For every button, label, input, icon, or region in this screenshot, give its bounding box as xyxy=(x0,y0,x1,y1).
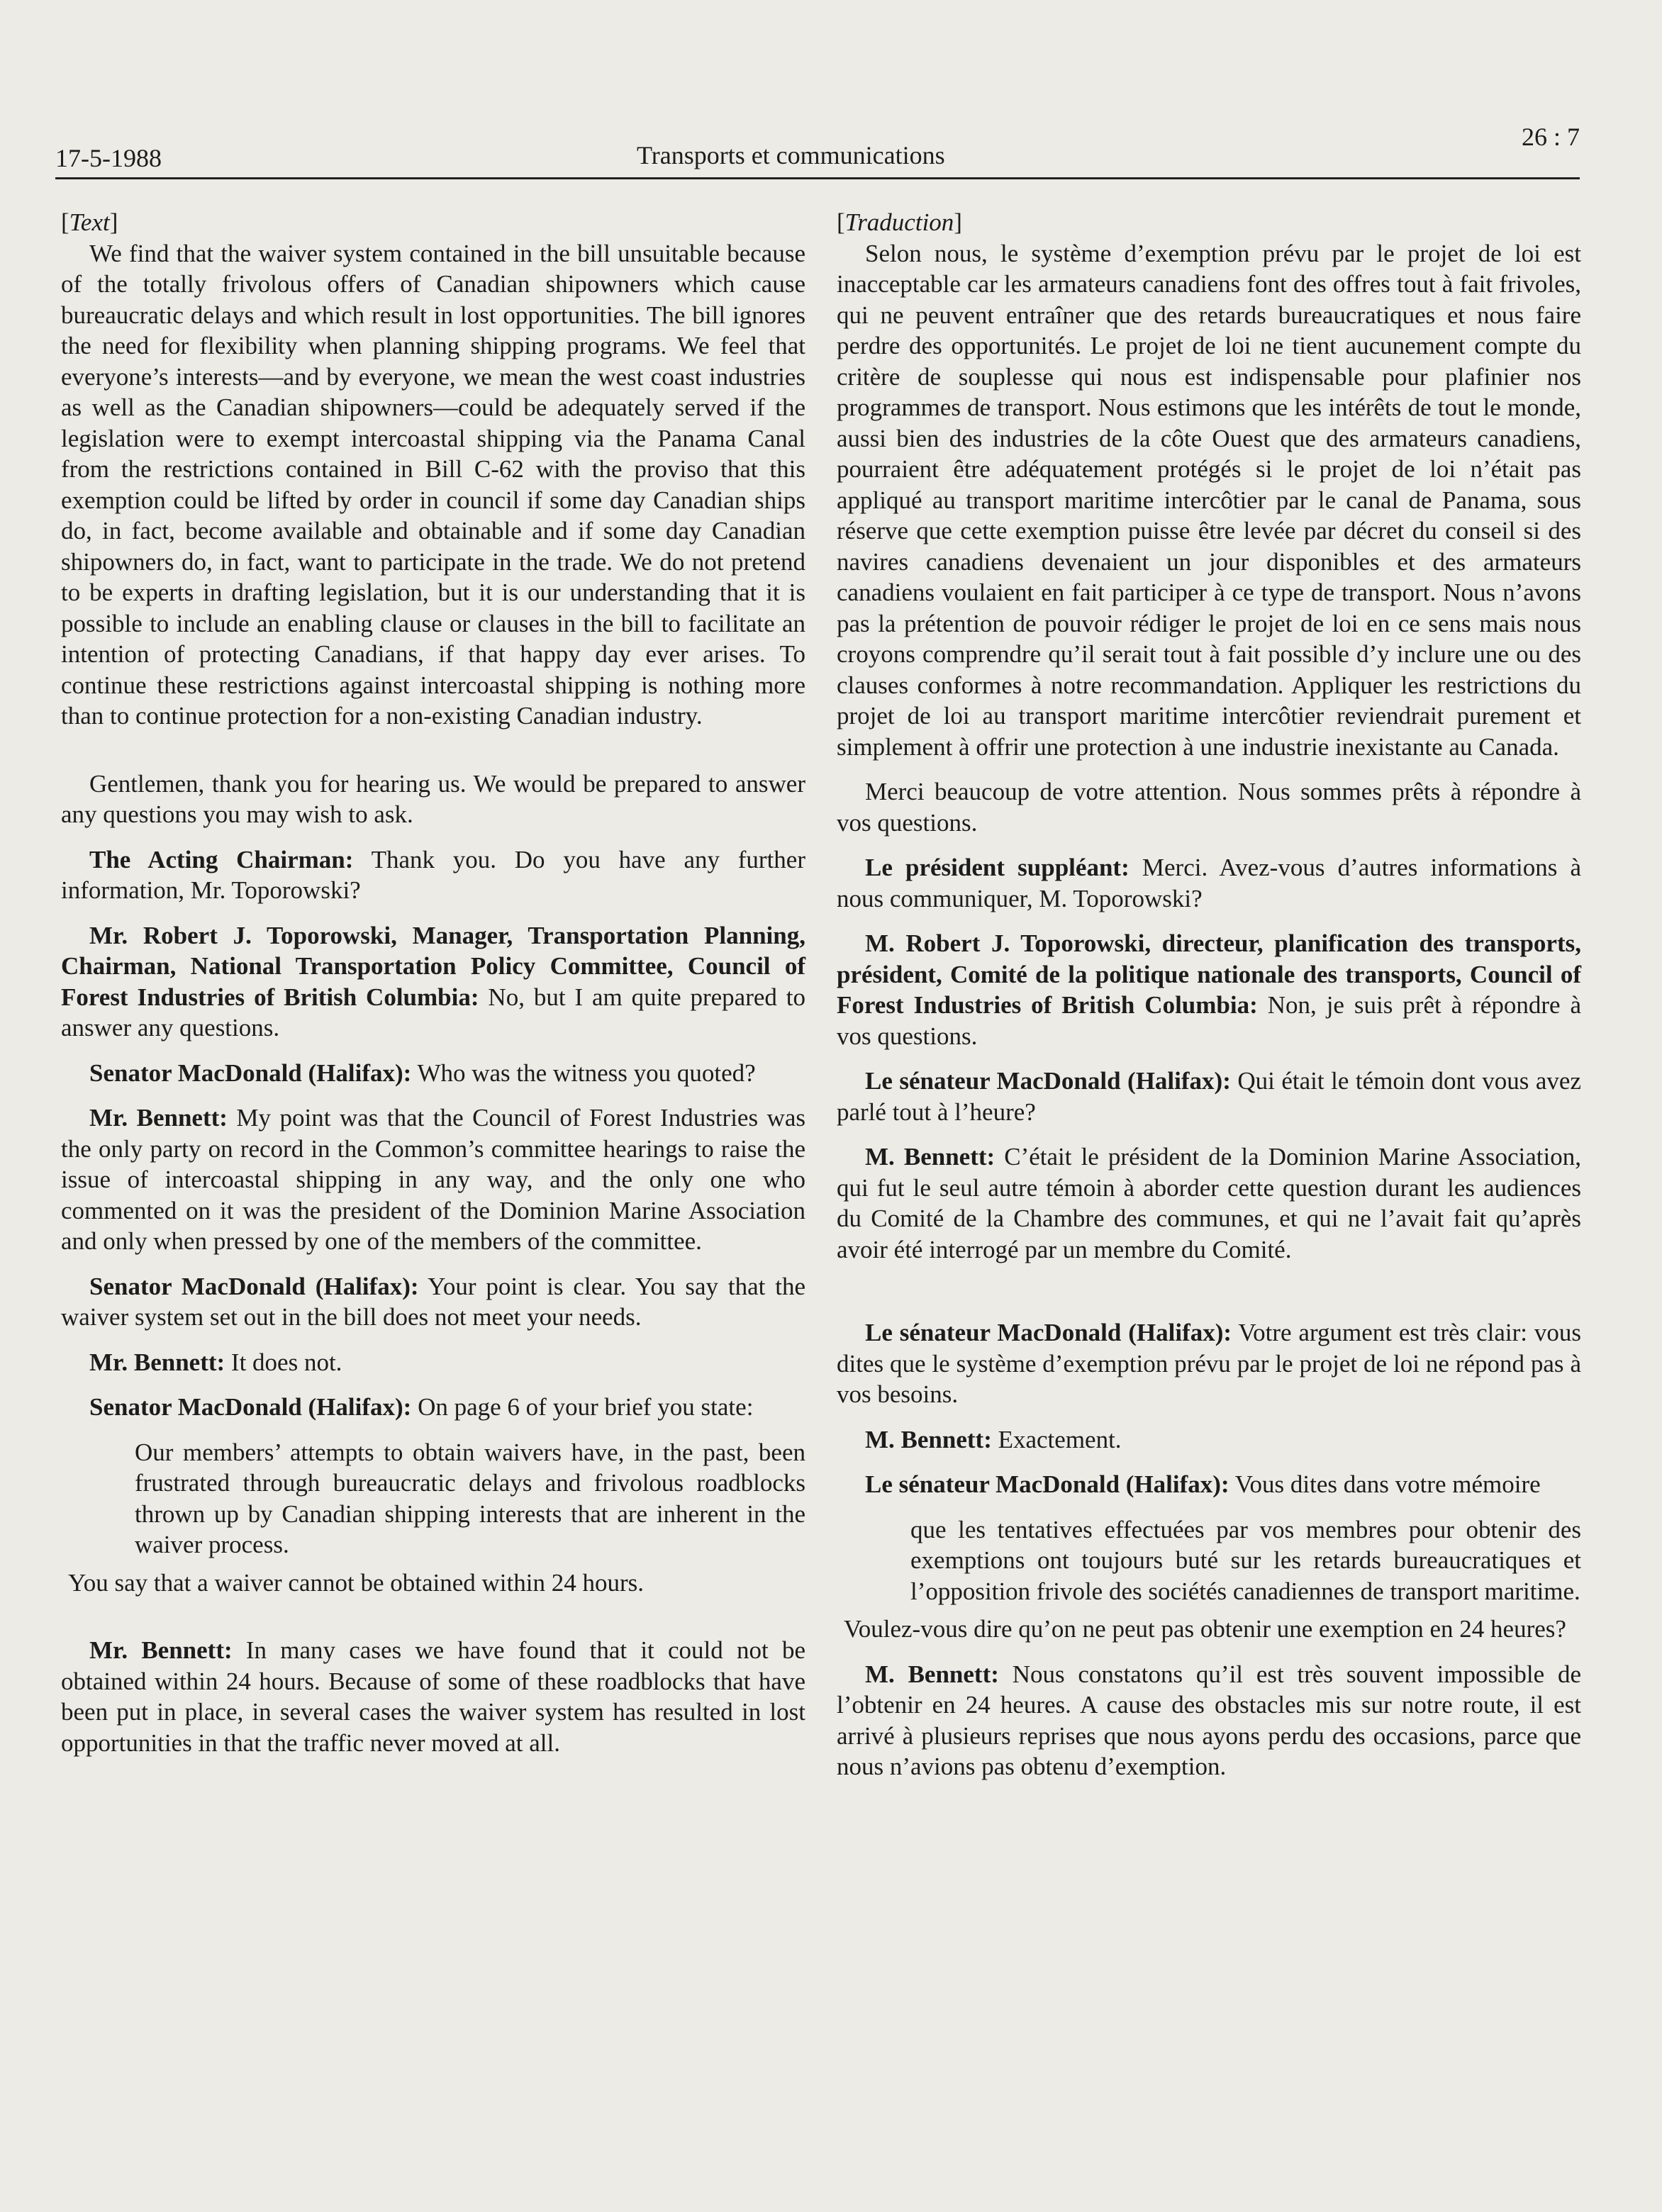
speaker: M. Bennett: xyxy=(865,1143,995,1171)
speaker: Le président suppléant: xyxy=(865,854,1130,881)
en-paragraph-9 xyxy=(61,1392,805,1423)
fr-paragraph-6 xyxy=(837,1141,1581,1265)
statement: Who was the witness you quoted? xyxy=(417,1058,756,1087)
english-column xyxy=(61,207,805,1772)
header-date: 17-5-1988 xyxy=(55,144,162,172)
header-page-number: 26 : 7 xyxy=(1521,123,1580,151)
statement: Merci. Avez-vous d’autres informations à nous communiquer, M. Toporowski? xyxy=(837,854,1582,912)
speaker: Le sénateur MacDonald (Halifax): xyxy=(865,1319,1232,1346)
statement: My point was that the Council of Forest Industries was the only party on record in the Common’s committee hearings to raise the issue of intercoastal shipping in any way, and the only one who commented on it was the president of the Dominion Marine Association and only when pressed by one of the members of the committee. xyxy=(61,1104,805,1255)
speaker: Le sénateur MacDonald (Halifax): xyxy=(865,1067,1231,1095)
en-quote: Our members’ attempts to obtain waivers have, in the past, been frustrated through bureaucratic delays and frivolous roadblocks thrown up by Canadian shipping interests that are inherent in the waiver process. xyxy=(135,1438,805,1558)
header-title: Transports et communications xyxy=(637,141,945,169)
statement: In many cases we have found that it could not be obtained within 24 hours. Because of some of these roadblocks that have been put in place, in several cases the waiver system has resulted in lost opportunities in that the traffic never moved at all. xyxy=(61,1636,806,1757)
en-paragraph-3 xyxy=(61,844,805,906)
en-paragraph-8 xyxy=(61,1347,805,1378)
fr-paragraph-5 xyxy=(837,1066,1581,1127)
speaker: Mr. Bennett: xyxy=(89,1636,233,1664)
en-paragraph-1: We find that the waiver system contained in the bill unsuitable because of the totally frivolous offers of Canadian shipowners which cause bureaucratic delays and which result in lost opportunities. The bill ignores the need for flexibility when planning shipping programs. We feel that everyone’s interests—and by everyone, we mean the west coast industries as well as the Canadian shipowners—could be adequately served if the legislation were to exempt intercoastal shipping via the Panama Canal from the restrictions contained in Bill C-62 with the proviso that this exemption could be lifted by order in council if some day Canadian ships do, in fact, become available and obtainable and if some day Canadian shipowners do, in fact, want to participate in the trade. We do not pretend to be experts in drafting legislation, but it is our understanding that it is possible to include an enabling clause or clauses in the bill to facilitate an intention of protecting Canadians, if that happy day ever arises. To continue these restrictions against intercoastal shipping is nothing more than to continue protection for a non-existing Canadian industry. xyxy=(61,239,805,730)
statement: Nous constatons qu’il est très souvent impossible de l’obtenir en 24 heures. A cause des obstacles mis sur notre route, il est arrivé à plusieurs reprises que nous ayons perdu des occasions, parce que nous n’avions pas obtenu d’exemption. xyxy=(837,1660,1581,1780)
section-label: Text xyxy=(69,208,110,236)
section-label: Traduction xyxy=(844,208,954,236)
statement: Qui était le témoin dont vous avez parlé tout à l’heure? xyxy=(837,1067,1582,1126)
statement: It does not. xyxy=(230,1348,342,1376)
fr-paragraph-9 xyxy=(837,1469,1581,1500)
speaker: Senator MacDonald (Halifax): xyxy=(89,1058,412,1087)
fr-paragraph-4 xyxy=(837,928,1581,1051)
fr-quote: que les tentatives effectuées par vos membres pour obtenir des exemptions ont toujours buté sur les retards bureaucratiques et l’opposition frivole des sociétés canadiennes de transport maritime. xyxy=(910,1515,1581,1605)
en-paragraph-6 xyxy=(61,1102,805,1257)
statement: Thank you. Do you have any further information, Mr. Toporowski? xyxy=(61,845,805,904)
fr-paragraph-2: Merci beaucoup de votre attention. Nous sommes prêts à répondre à vos questions. xyxy=(837,778,1581,837)
fr-paragraph-11 xyxy=(837,1659,1581,1782)
speaker: Senator MacDonald (Halifax): xyxy=(89,1272,419,1300)
speaker: Mr. Bennett: xyxy=(89,1348,225,1376)
fr-paragraph-1: Selon nous, le système d’exemption prévu par le projet de loi est inacceptable car les armateurs canadiens font des offres tout à fait frivoles, qui ne peuvent entraîner que des retards bureaucratiques et nous faire perdre des opportunités. Le projet de loi ne tient aucunement compte du critère de souplesse qui nous est indispensable pour plafinier nos programmes de transport. Nous estimons que les intérêts de tout le monde, aussi bien des industries de la côte Ouest que des armateurs canadiens, pourraient être adéquatement protégés si le projet de loi n’était pas appliqué au transport maritime intercôtier par le canal de Panama, sous réserve que cette exemption puisse être levée par décret du conseil si des navires canadiens devenaient un jour disponibles et des armateurs canadiens voulaient en fait participer à ce type de transport. Nous n’avons pas la prétention de pouvoir rédiger le projet de loi en ce sens mais nous croyons comprendre qu’il serait tout à fait possible d’y inclure une ou des clauses conformes à notre recommandation. Appliquer les restrictions du projet de loi au transport maritime intercôtier reviendrait purement et simplement à offrir une protection à une industrie inexistante au Canada. xyxy=(837,239,1581,761)
speaker: Le sénateur MacDonald (Halifax): xyxy=(865,1470,1229,1498)
speaker: M. Bennett: xyxy=(865,1425,992,1453)
en-paragraph-4 xyxy=(61,920,805,1044)
statement: Non, je suis prêt à répondre à vos questions. xyxy=(837,991,1581,1050)
fr-paragraph-8 xyxy=(837,1424,1581,1456)
statement: On page 6 of your brief you state: xyxy=(418,1393,754,1421)
statement: Exactement. xyxy=(998,1425,1122,1453)
en-paragraph-5 xyxy=(61,1058,805,1089)
en-paragraph-10: You say that a waiver cannot be obtained within 24 hours. xyxy=(68,1568,644,1597)
fr-paragraph-7 xyxy=(837,1317,1581,1410)
fr-paragraph-3 xyxy=(837,852,1581,914)
en-paragraph-7 xyxy=(61,1271,805,1333)
statement: No, but I am quite prepared to answer any questions. xyxy=(61,983,806,1041)
speaker: M. Robert J. Toporowski, directeur, planification des transports, président, Comité de la politique nationale des transports, Council of Forest Industries of British Columbia: xyxy=(837,929,1581,1019)
en-paragraph-11 xyxy=(61,1635,805,1758)
section-label-text: [Text] xyxy=(61,208,118,236)
page-header xyxy=(55,121,1580,179)
statement: Your point is clear. You say that the waiver system set out in the bill does not meet your needs. xyxy=(61,1272,805,1331)
statement: Votre argument est très clair: vous dites que le système d’exemption prévu par le projet de loi ne répond pas à vos besoins. xyxy=(837,1319,1581,1408)
statement: Vous dites dans votre mémoire xyxy=(1234,1470,1541,1498)
statement: C’était le président de la Dominion Marine Association, qui fut le seul autre témoin à aborder cette question durant les audiences du Comité de la Chambre des communes, et qui ne l’avait fait qu’après avoir été interrogé par un membre du Comité. xyxy=(837,1143,1581,1263)
section-label-traduction: [Traduction] xyxy=(837,208,962,236)
french-column xyxy=(837,207,1581,1797)
fr-paragraph-10: Voulez-vous dire qu’on ne peut pas obtenir une exemption en 24 heures? xyxy=(844,1615,1566,1643)
speaker: Mr. Bennett: xyxy=(89,1104,228,1132)
speaker: Mr. Robert J. Toporowski, Manager, Transportation Planning, Chairman, National Transportation Policy Committee, Council of Forest Industries of British Columbia: xyxy=(61,921,805,1011)
speaker: M. Bennett: xyxy=(865,1660,999,1688)
speaker: The Acting Chairman: xyxy=(89,845,354,873)
en-paragraph-2: Gentlemen, thank you for hearing us. We would be prepared to answer any questions you may wish to ask. xyxy=(61,769,805,828)
speaker: Senator MacDonald (Halifax): xyxy=(89,1393,412,1421)
